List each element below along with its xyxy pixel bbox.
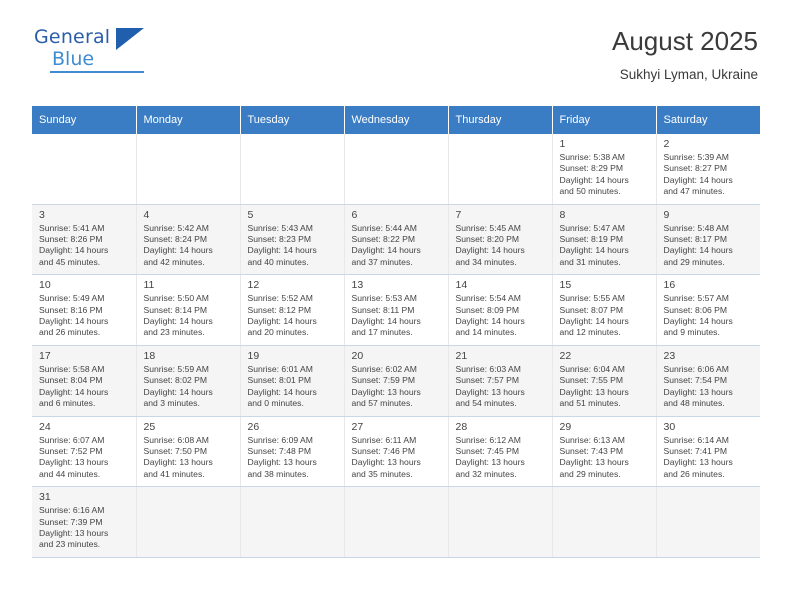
day-number: 5: [247, 208, 254, 221]
calendar-day-cell[interactable]: [240, 275, 344, 346]
day-sun-info-line: Daylight: 13 hours: [559, 386, 629, 397]
day-sun-info-line: Daylight: 14 hours: [247, 386, 317, 397]
calendar-cell-empty: [240, 134, 344, 204]
calendar-day-cell[interactable]: [344, 204, 448, 275]
day-number: 16: [663, 279, 676, 292]
day-sun-info-line: Sunset: 7:41 PM: [663, 445, 728, 456]
weekday-header-row: [32, 106, 760, 134]
day-sun-info: [39, 435, 130, 481]
day-sun-info: [144, 223, 234, 269]
weekday-header-thursday: Thursday: [448, 106, 552, 134]
day-sun-info: [664, 293, 755, 339]
day-sun-info-line: and 45 minutes.: [39, 256, 101, 267]
day-sun-info-line: and 44 minutes.: [39, 468, 101, 479]
day-sun-info-line: Sunrise: 5:38 AM: [559, 152, 625, 162]
day-number: 22: [559, 349, 572, 362]
calendar-day-cell[interactable]: [656, 416, 760, 487]
day-sun-info-line: and 32 minutes.: [455, 468, 517, 479]
day-sun-info-line: and 29 minutes.: [663, 256, 725, 267]
day-sun-info-line: Sunrise: 6:01 AM: [247, 363, 313, 374]
day-sun-info: [352, 223, 442, 269]
day-sun-info-line: Daylight: 13 hours: [351, 386, 421, 397]
day-sun-info: [664, 435, 755, 481]
day-sun-info-line: Daylight: 14 hours: [559, 316, 629, 327]
day-number: 1: [559, 138, 566, 150]
day-number: 11: [143, 279, 155, 292]
day-sun-info-line: Sunrise: 5:48 AM: [663, 222, 729, 233]
calendar-day-cell[interactable]: [240, 345, 344, 416]
day-sun-info-line: Sunset: 8:27 PM: [663, 163, 728, 174]
weekday-header-friday: Friday: [552, 106, 656, 134]
day-sun-info: [248, 435, 338, 481]
calendar-day-cell[interactable]: [240, 204, 344, 275]
day-sun-info-line: Sunset: 8:16 PM: [39, 304, 103, 315]
day-sun-info-line: and 31 minutes.: [559, 256, 621, 267]
day-number: 28: [455, 420, 468, 433]
page-title: August 2025: [611, 26, 758, 56]
day-sun-info-line: Sunrise: 5:50 AM: [143, 293, 209, 304]
calendar-day-cell[interactable]: [136, 204, 240, 275]
day-sun-info-line: Daylight: 14 hours: [663, 174, 733, 185]
page-header: [32, 26, 760, 98]
day-sun-info: [39, 364, 130, 410]
day-sun-info: [352, 435, 442, 481]
day-sun-info-line: Sunrise: 6:13 AM: [559, 434, 625, 445]
day-number: 13: [351, 279, 364, 292]
day-sun-info-line: Sunset: 8:29 PM: [559, 163, 624, 174]
calendar-week-row: [32, 345, 760, 416]
day-sun-info-line: Daylight: 14 hours: [247, 245, 317, 256]
day-number: 8: [559, 208, 566, 221]
calendar-day-cell[interactable]: [344, 275, 448, 346]
day-sun-info-line: Sunrise: 5:44 AM: [351, 222, 417, 233]
day-sun-info: [248, 293, 338, 339]
day-number: 17: [39, 349, 51, 362]
day-sun-info-line: Sunrise: 5:53 AM: [351, 293, 417, 304]
calendar-body: [32, 134, 760, 557]
day-sun-info: [664, 364, 755, 410]
calendar-day-cell[interactable]: [552, 134, 656, 204]
calendar-cell-empty: [32, 134, 136, 204]
day-sun-info-line: Sunrise: 6:02 AM: [351, 363, 417, 374]
triangle-icon: [116, 28, 144, 50]
calendar-week-row: [32, 487, 760, 558]
day-sun-info-line: Sunset: 7:57 PM: [455, 375, 520, 386]
day-sun-info-line: Daylight: 14 hours: [39, 316, 109, 327]
calendar-day-cell[interactable]: [448, 204, 552, 275]
day-sun-info: [456, 364, 546, 410]
calendar-cell-empty: [136, 487, 240, 558]
day-sun-info-line: Sunset: 8:02 PM: [143, 375, 208, 386]
day-number: 2: [663, 138, 670, 150]
day-sun-info-line: Sunset: 8:20 PM: [455, 234, 520, 245]
day-sun-info-line: Sunrise: 6:09 AM: [247, 434, 313, 445]
calendar-cell-empty: [240, 487, 344, 558]
day-sun-info-line: and 9 minutes.: [663, 327, 720, 338]
day-sun-info-line: Sunset: 8:11 PM: [351, 304, 415, 315]
calendar-week-row: [32, 275, 760, 346]
calendar-cell-empty: [448, 487, 552, 558]
day-sun-info-line: and 12 minutes.: [559, 327, 621, 338]
calendar-day-cell[interactable]: [448, 345, 552, 416]
calendar-week-row: [32, 134, 760, 204]
day-sun-info-line: Daylight: 14 hours: [351, 245, 421, 256]
day-sun-info: [560, 364, 650, 410]
day-sun-info-line: and 29 minutes.: [559, 468, 621, 479]
calendar-cell-empty: [136, 134, 240, 204]
day-sun-info-line: Daylight: 14 hours: [455, 245, 525, 256]
day-sun-info-line: Daylight: 14 hours: [663, 316, 733, 327]
day-sun-info-line: Daylight: 13 hours: [143, 457, 213, 468]
day-sun-info-line: and 26 minutes.: [663, 468, 725, 479]
day-sun-info-line: Sunset: 7:55 PM: [559, 375, 624, 386]
day-sun-info-line: Sunset: 7:54 PM: [663, 375, 728, 386]
day-number: 7: [455, 208, 462, 221]
day-sun-info-line: Daylight: 14 hours: [143, 386, 213, 397]
day-sun-info-line: Sunrise: 6:06 AM: [663, 363, 729, 374]
day-sun-info-line: Daylight: 13 hours: [559, 457, 629, 468]
day-sun-info-line: and 26 minutes.: [39, 327, 101, 338]
day-sun-info-line: Daylight: 13 hours: [351, 457, 421, 468]
day-sun-info: [352, 364, 442, 410]
day-sun-info-line: Sunrise: 6:12 AM: [455, 434, 521, 445]
day-sun-info-line: Sunset: 7:59 PM: [351, 375, 416, 386]
day-sun-info-line: Sunset: 7:48 PM: [247, 445, 312, 456]
day-sun-info-line: Sunrise: 6:16 AM: [39, 505, 105, 516]
day-sun-info-line: and 23 minutes.: [143, 327, 205, 338]
day-number: 14: [455, 279, 468, 292]
day-sun-info: [560, 435, 650, 481]
calendar-cell-empty: [656, 487, 760, 558]
day-sun-info-line: Sunrise: 5:42 AM: [143, 222, 209, 233]
day-number: 29: [559, 420, 572, 433]
day-sun-info-line: Sunset: 8:22 PM: [351, 234, 416, 245]
day-sun-info: [664, 152, 755, 198]
day-number: 21: [455, 349, 468, 362]
day-sun-info-line: and 14 minutes.: [455, 327, 517, 338]
day-sun-info-line: Sunrise: 5:39 AM: [663, 152, 729, 162]
day-sun-info-line: Sunrise: 5:54 AM: [455, 293, 521, 304]
day-sun-info-line: Sunrise: 5:49 AM: [39, 293, 105, 304]
day-sun-info-line: Sunset: 8:04 PM: [39, 375, 103, 386]
day-sun-info-line: Daylight: 14 hours: [663, 245, 733, 256]
calendar-day-cell[interactable]: [32, 204, 136, 275]
day-number: 15: [559, 279, 572, 292]
day-sun-info-line: Sunset: 8:14 PM: [143, 304, 208, 315]
calendar-day-cell[interactable]: [552, 416, 656, 487]
day-sun-info-line: Sunrise: 5:41 AM: [39, 222, 105, 233]
weekday-header-saturday: Saturday: [656, 106, 760, 134]
day-sun-info-line: and 0 minutes.: [247, 398, 304, 409]
day-sun-info-line: and 17 minutes.: [351, 327, 413, 338]
day-sun-info-line: Sunset: 7:43 PM: [559, 445, 624, 456]
day-sun-info: [39, 293, 130, 339]
general-blue-logo: [32, 26, 154, 78]
day-sun-info: [560, 223, 650, 269]
calendar-day-cell[interactable]: [32, 275, 136, 346]
day-sun-info-line: Daylight: 14 hours: [143, 245, 213, 256]
day-sun-info-line: Daylight: 13 hours: [663, 457, 733, 468]
day-sun-info: [560, 152, 650, 198]
day-sun-info-line: Daylight: 14 hours: [143, 316, 213, 327]
day-number: 20: [351, 349, 364, 362]
day-number: 24: [39, 420, 51, 433]
day-sun-info: [456, 223, 546, 269]
day-sun-info-line: Sunrise: 5:55 AM: [559, 293, 625, 304]
day-number: 27: [351, 420, 364, 433]
location-subtitle: Sukhyi Lyman, Ukraine: [619, 67, 758, 82]
day-sun-info-line: Daylight: 13 hours: [455, 386, 525, 397]
day-sun-info-line: Daylight: 14 hours: [39, 386, 109, 397]
day-sun-info-line: and 35 minutes.: [351, 468, 413, 479]
day-sun-info-line: Sunrise: 6:07 AM: [39, 434, 105, 445]
calendar-day-cell[interactable]: [136, 275, 240, 346]
day-sun-info-line: Sunrise: 5:59 AM: [143, 363, 209, 374]
day-sun-info: [456, 293, 546, 339]
day-sun-info-line: and 40 minutes.: [247, 256, 309, 267]
calendar-day-cell[interactable]: [448, 275, 552, 346]
day-sun-info-line: Sunrise: 6:14 AM: [663, 434, 729, 445]
calendar-cell-empty: [344, 487, 448, 558]
day-sun-info: [248, 364, 338, 410]
day-number: 18: [143, 349, 156, 362]
day-sun-info-line: Sunset: 8:19 PM: [559, 234, 624, 245]
day-sun-info: [352, 293, 442, 339]
day-sun-info-line: Daylight: 13 hours: [39, 527, 109, 538]
calendar-day-cell[interactable]: [552, 275, 656, 346]
day-sun-info-line: Daylight: 13 hours: [247, 457, 317, 468]
day-sun-info-line: Daylight: 14 hours: [559, 245, 629, 256]
sunrise-sunset-calendar: [32, 106, 760, 558]
calendar-day-cell[interactable]: [32, 487, 136, 558]
day-sun-info-line: Sunrise: 6:03 AM: [455, 363, 521, 374]
day-number: 9: [663, 208, 670, 221]
day-sun-info-line: Sunset: 8:23 PM: [247, 234, 312, 245]
calendar-cell-empty: [448, 134, 552, 204]
calendar-day-cell[interactable]: [32, 345, 136, 416]
day-sun-info-line: and 48 minutes.: [663, 398, 725, 409]
logo-text-blue: Blue: [52, 48, 95, 70]
day-number: 23: [663, 349, 676, 362]
day-sun-info-line: Sunset: 7:39 PM: [39, 516, 103, 527]
day-sun-info-line: Sunrise: 6:04 AM: [559, 363, 625, 374]
calendar-cell-empty: [552, 487, 656, 558]
day-sun-info-line: and 47 minutes.: [663, 186, 725, 197]
day-number: 12: [247, 279, 260, 292]
day-sun-info-line: Daylight: 14 hours: [247, 316, 317, 327]
weekday-header-tuesday: Tuesday: [240, 106, 344, 134]
day-sun-info-line: Sunrise: 5:45 AM: [455, 222, 521, 233]
day-number: 30: [663, 420, 676, 433]
day-sun-info-line: Daylight: 13 hours: [455, 457, 525, 468]
day-sun-info-line: and 20 minutes.: [247, 327, 309, 338]
day-sun-info-line: and 41 minutes.: [143, 468, 205, 479]
day-sun-info-line: Daylight: 13 hours: [663, 386, 733, 397]
day-sun-info-line: Sunset: 8:01 PM: [247, 375, 312, 386]
day-sun-info: [456, 435, 546, 481]
day-sun-info-line: and 42 minutes.: [143, 256, 205, 267]
day-sun-info: [560, 293, 650, 339]
calendar-day-cell[interactable]: [656, 134, 760, 204]
day-sun-info-line: Sunrise: 5:47 AM: [559, 222, 625, 233]
day-number: 3: [39, 208, 45, 221]
day-sun-info: [664, 223, 755, 269]
logo-text-general: General: [34, 26, 111, 48]
calendar-day-cell[interactable]: [344, 345, 448, 416]
calendar-day-cell[interactable]: [448, 416, 552, 487]
day-sun-info-line: and 3 minutes.: [143, 398, 200, 409]
calendar-day-cell[interactable]: [136, 345, 240, 416]
weekday-header-wednesday: Wednesday: [344, 106, 448, 134]
day-sun-info-line: and 51 minutes.: [559, 398, 621, 409]
calendar-day-cell[interactable]: [656, 275, 760, 346]
day-sun-info-line: Sunrise: 6:11 AM: [351, 434, 417, 445]
calendar-day-cell[interactable]: [240, 416, 344, 487]
day-sun-info-line: Sunrise: 5:57 AM: [663, 293, 729, 304]
day-sun-info-line: Sunset: 8:12 PM: [247, 304, 312, 315]
day-sun-info-line: Sunrise: 5:58 AM: [39, 363, 105, 374]
day-sun-info: [39, 505, 130, 551]
day-number: 10: [39, 279, 51, 292]
day-sun-info-line: Sunset: 8:26 PM: [39, 234, 103, 245]
weekday-header-monday: Monday: [136, 106, 240, 134]
day-sun-info: [144, 293, 234, 339]
day-sun-info-line: Sunset: 8:09 PM: [455, 304, 520, 315]
day-sun-info-line: Sunset: 8:24 PM: [143, 234, 208, 245]
day-sun-info-line: and 54 minutes.: [455, 398, 517, 409]
logo-underline: [50, 71, 144, 73]
day-number: 26: [247, 420, 260, 433]
day-sun-info-line: Sunrise: 5:52 AM: [247, 293, 313, 304]
day-sun-info-line: Daylight: 14 hours: [39, 245, 109, 256]
day-sun-info-line: and 57 minutes.: [351, 398, 413, 409]
day-sun-info-line: Sunset: 7:46 PM: [351, 445, 416, 456]
calendar-week-row: [32, 204, 760, 275]
day-sun-info-line: Daylight: 14 hours: [455, 316, 525, 327]
day-sun-info-line: and 34 minutes.: [455, 256, 517, 267]
day-number: 19: [247, 349, 260, 362]
day-sun-info: [144, 435, 234, 481]
day-sun-info-line: Daylight: 13 hours: [39, 457, 109, 468]
calendar-day-cell[interactable]: [656, 345, 760, 416]
title-block: [612, 26, 760, 83]
day-number: 25: [143, 420, 156, 433]
calendar-day-cell[interactable]: [136, 416, 240, 487]
day-sun-info: [248, 223, 338, 269]
day-sun-info-line: Sunrise: 6:08 AM: [143, 434, 209, 445]
day-sun-info-line: and 6 minutes.: [39, 398, 96, 409]
day-sun-info-line: Sunset: 8:07 PM: [559, 304, 624, 315]
day-sun-info-line: Sunrise: 5:43 AM: [247, 222, 313, 233]
calendar-day-cell[interactable]: [552, 345, 656, 416]
day-sun-info-line: Sunset: 8:06 PM: [663, 304, 728, 315]
weekday-header-sunday: Sunday: [32, 106, 136, 134]
calendar-day-cell[interactable]: [344, 416, 448, 487]
day-sun-info-line: and 23 minutes.: [39, 539, 101, 550]
day-sun-info-line: Sunset: 7:45 PM: [455, 445, 520, 456]
calendar-week-row: [32, 416, 760, 487]
day-sun-info-line: Sunset: 7:52 PM: [39, 445, 103, 456]
day-number: 6: [351, 208, 358, 221]
day-sun-info: [144, 364, 234, 410]
day-sun-info-line: and 37 minutes.: [351, 256, 413, 267]
calendar-day-cell[interactable]: [656, 204, 760, 275]
calendar-day-cell[interactable]: [552, 204, 656, 275]
day-sun-info-line: and 50 minutes.: [559, 186, 621, 197]
day-sun-info: [39, 223, 130, 269]
day-number: 4: [143, 208, 150, 221]
day-sun-info-line: and 38 minutes.: [247, 468, 309, 479]
day-number: 31: [39, 491, 51, 504]
day-sun-info-line: Sunset: 8:17 PM: [663, 234, 728, 245]
calendar-cell-empty: [344, 134, 448, 204]
day-sun-info-line: Daylight: 14 hours: [351, 316, 421, 327]
day-sun-info-line: Daylight: 14 hours: [559, 174, 629, 185]
day-sun-info-line: Sunset: 7:50 PM: [143, 445, 208, 456]
calendar-day-cell[interactable]: [32, 416, 136, 487]
